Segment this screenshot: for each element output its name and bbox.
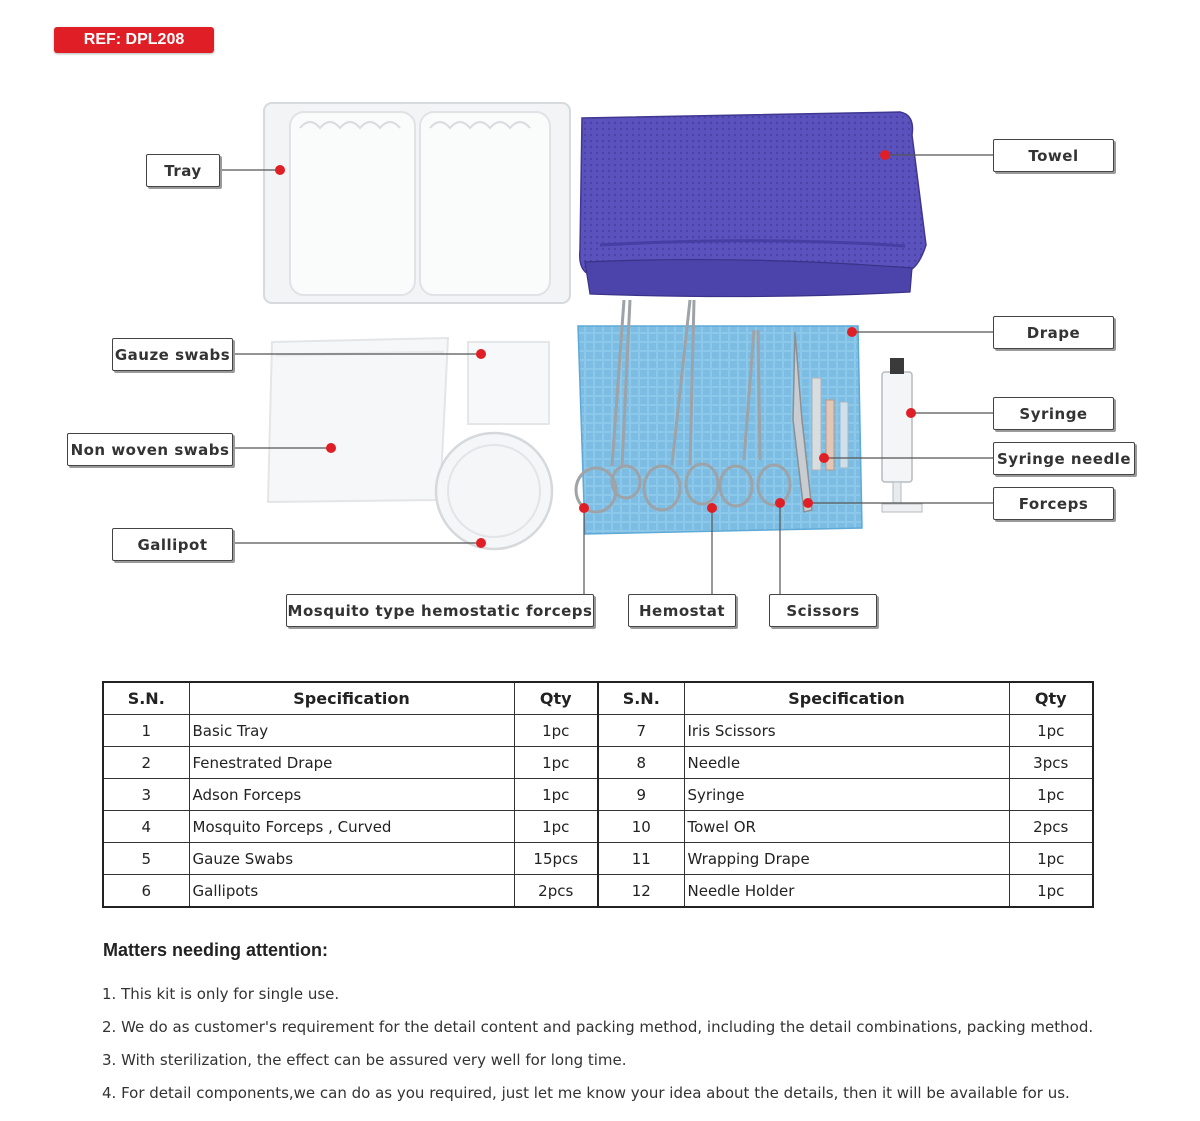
table-row (103, 843, 1093, 875)
label-forceps: Forceps (993, 487, 1114, 520)
syringe-image (882, 358, 922, 512)
cell-sn: 12 (598, 875, 684, 908)
cell-specification: Basic Tray (189, 715, 514, 747)
cell-qty: 1pc (1009, 779, 1093, 811)
cell-specification: Iris Scissors (684, 715, 1009, 747)
header-specification: Specification (684, 682, 1009, 715)
cell-sn: 11 (598, 843, 684, 875)
label-towel: Towel (993, 139, 1114, 172)
label-drape: Drape (993, 316, 1114, 349)
tray-image (264, 103, 570, 303)
label-gallipot: Gallipot (112, 528, 233, 561)
label-mosquito-forceps: Mosquito type hemostatic forceps (286, 594, 594, 627)
cell-qty: 1pc (1009, 843, 1093, 875)
cell-sn: 4 (103, 811, 189, 843)
header-specification: Specification (189, 682, 514, 715)
cell-specification: Mosquito Forceps , Curved (189, 811, 514, 843)
cell-sn: 1 (103, 715, 189, 747)
cell-sn: 3 (103, 779, 189, 811)
label-hemostat: Hemostat (628, 594, 736, 627)
label-scissors: Scissors (769, 594, 877, 627)
ref-badge: REF: DPL208 (54, 27, 214, 53)
cell-specification: Needle Holder (684, 875, 1009, 908)
label-syringe: Syringe (993, 397, 1114, 430)
label-gauze-swabs: Gauze swabs (112, 338, 233, 371)
label-syringe-needle: Syringe needle (993, 442, 1135, 475)
cell-specification: Gauze Swabs (189, 843, 514, 875)
cell-sn: 10 (598, 811, 684, 843)
cell-sn: 2 (103, 747, 189, 779)
cell-qty: 1pc (1009, 875, 1093, 908)
cell-qty: 15pcs (514, 843, 598, 875)
cell-specification: Needle (684, 747, 1009, 779)
cell-qty: 1pc (514, 747, 598, 779)
cell-qty: 2pcs (1009, 811, 1093, 843)
cell-sn: 7 (598, 715, 684, 747)
gallipot-image (436, 433, 552, 549)
cell-specification: Adson Forceps (189, 779, 514, 811)
cell-specification: Gallipots (189, 875, 514, 908)
cell-specification: Towel OR (684, 811, 1009, 843)
cell-specification: Syringe (684, 779, 1009, 811)
table-header-row (103, 682, 1093, 715)
notes-title: Matters needing attention: (103, 940, 329, 960)
cell-sn: 9 (598, 779, 684, 811)
cell-specification: Wrapping Drape (684, 843, 1009, 875)
cell-qty: 1pc (1009, 715, 1093, 747)
note-item: 4. For detail components,we can do as you required, just let me know your idea about the details, then it will be available for us. (102, 1084, 1070, 1102)
cell-qty: 2pcs (514, 875, 598, 908)
header-sn: S.N. (103, 682, 189, 715)
table-row (103, 875, 1093, 908)
cell-sn: 8 (598, 747, 684, 779)
table-row (103, 747, 1093, 779)
specification-table (102, 681, 1094, 908)
note-item: 1. This kit is only for single use. (102, 985, 340, 1003)
table-row (103, 811, 1093, 843)
cell-specification: Fenestrated Drape (189, 747, 514, 779)
note-item: 2. We do as customer's requirement for the detail content and packing method, including the detail combinations, packing method. (102, 1018, 1094, 1036)
note-item: 3. With sterilization, the effect can be assured very well for long time. (102, 1051, 627, 1069)
table-row (103, 779, 1093, 811)
cell-qty: 1pc (514, 779, 598, 811)
cell-sn: 6 (103, 875, 189, 908)
table-row (103, 715, 1093, 747)
cell-qty: 3pcs (1009, 747, 1093, 779)
towel-image (580, 112, 926, 297)
cell-sn: 5 (103, 843, 189, 875)
label-non-woven-swabs: Non woven swabs (67, 433, 233, 466)
label-tray: Tray (146, 154, 220, 187)
header-sn: S.N. (598, 682, 684, 715)
header-qty: Qty (514, 682, 598, 715)
cell-qty: 1pc (514, 811, 598, 843)
cell-qty: 1pc (514, 715, 598, 747)
header-qty: Qty (1009, 682, 1093, 715)
